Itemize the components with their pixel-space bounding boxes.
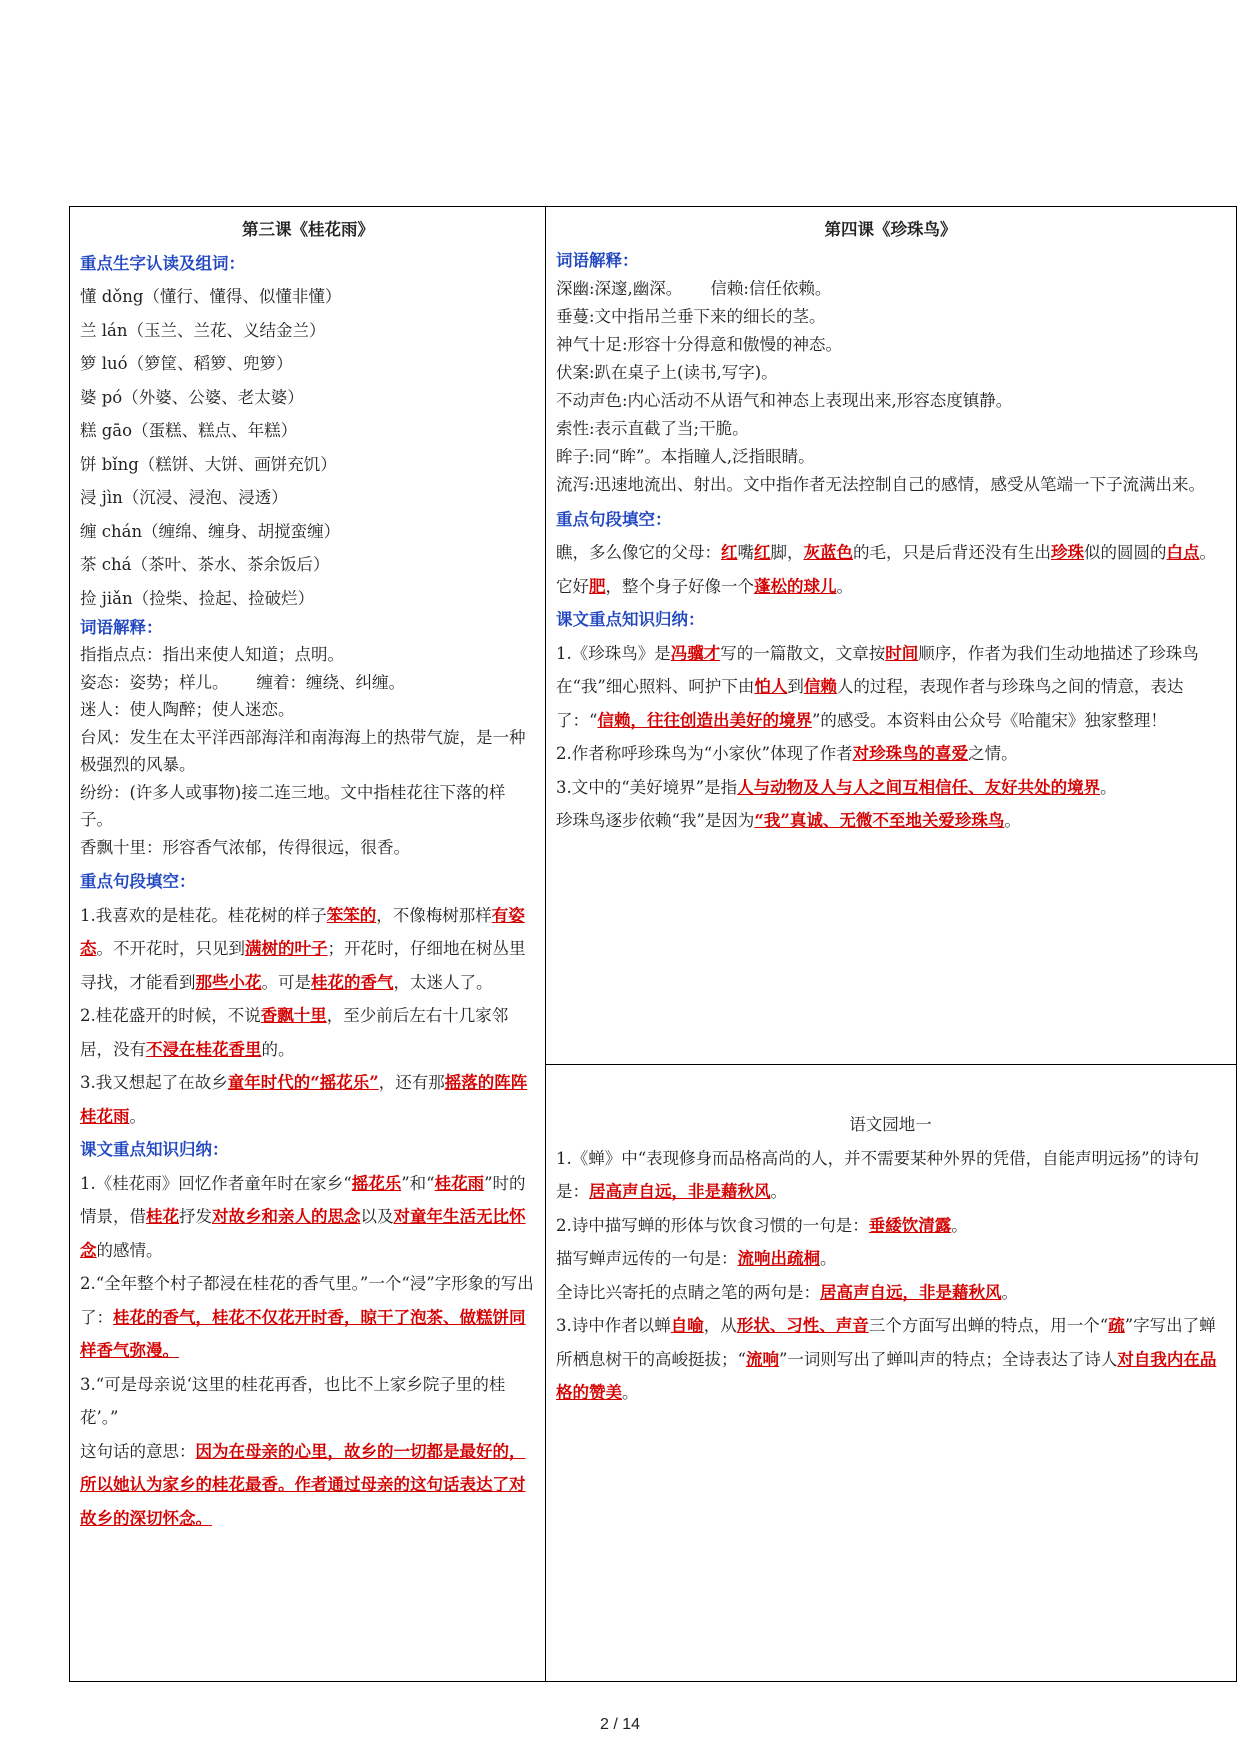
chinese-garden-title: 语文园地一 [849, 1115, 932, 1134]
char-item: 浸 jìn（沉浸、浸泡、浸透） [80, 488, 288, 507]
fill-item: 2.桂花盛开的时候，不说香飘十里，至少前后左右十几家邻居，没有不浸在桂花香里的。 [80, 1006, 509, 1059]
char-item: 懂 dǒng（懂行、懂得、似懂非懂） [80, 287, 342, 306]
word-item: 迷人：使人陶醉；使人迷恋。 [80, 700, 295, 719]
word-item: 索性:表示直截了当;干脆。 [556, 418, 749, 438]
word-item: 香飘十里：形容香气浓郁，传得很远，很香。 [80, 837, 410, 857]
lesson-3-title: 第三课《桂花雨》 [242, 220, 374, 239]
section-heading: 课文重点知识归纳： [80, 1140, 229, 1159]
word-item: 不动声色:内心活动不从语气和神态上表现出来,形容态度镇静。 [556, 390, 1013, 410]
garden-item: 1.《蝉》中“表现修身而品格高尚的人，并不需要某种外界的凭借，自能声明远扬”的诗句是：居高声自远，非是藉秋风。 [556, 1148, 1200, 1201]
section-heading: 重点句段填空： [80, 872, 196, 891]
char-item: 兰 lán（玉兰、兰花、义结金兰） [80, 320, 326, 340]
summary-item: 1.《珍珠鸟》是冯骥才写的一篇散文，文章按时间顺序，作者为我们生动地描述了珍珠鸟在“我”细心照料、呵护下由怕人到信赖人的过程，表现作者与珍珠鸟之间的情意，表达了：“信赖，往往创造出美好的境界”的感受。本资料由公众号《哈龍宋》独家整理！ [556, 643, 1199, 730]
summary-item: 珍珠鸟逐步依赖“我”是因为“我”真诚、无微不至地关爱珍珠鸟。 [556, 811, 1021, 830]
summary-item: 3.文中的“美好境界”是指人与动物及人与人之间互相信任、友好共处的境界。 [556, 777, 1117, 797]
garden-item: 全诗比兴寄托的点睛之笔的两句是：居高声自远，非是藉秋风。 [556, 1282, 1018, 1302]
garden-item: 描写蝉声远传的一句是：流响出疏桐。 [556, 1249, 837, 1268]
word-item: 眸子:同“眸”。本指瞳人,泛指眼睛。 [556, 446, 815, 466]
summary-item: 这句话的意思：因为在母亲的心里，故乡的一切都是最好的，所以她认为家乡的桂花最香。作者通过母亲的这句话表达了对故乡的深切怀念。 [80, 1441, 526, 1528]
word-item: 纷纷：(许多人或事物)接二连三地。文中指桂花往下落的样子。 [80, 782, 506, 829]
fill-item: 瞧，多么像它的父母：红嘴红脚，灰蓝色的毛，只是后背还没有生出珍珠似的圆圆的白点。它好肥，整个身子好像一个蓬松的球儿。 [556, 543, 1216, 596]
section-heading: 课文重点知识归纳： [556, 610, 705, 629]
lesson-4-title: 第四课《珍珠鸟》 [824, 220, 957, 239]
word-item: 姿态：姿势；样儿。 缠着：缠绕、纠缠。 [80, 672, 405, 692]
word-item: 指指点点：指出来使人知道；点明。 [80, 645, 344, 664]
char-item: 饼 bǐng（糕饼、大饼、画饼充饥） [80, 454, 337, 474]
summary-item: 3.“可是母亲说‘这里的桂花再香，也比不上家乡院子里的桂花’。” [80, 1374, 506, 1427]
word-item: 神气十足:形容十分得意和傲慢的神态。 [556, 334, 843, 354]
word-item: 流泻:迅速地流出、射出。文中指作者无法控制自己的感情，感受从笔端一下子流满出来。 [556, 474, 1206, 494]
page-number: 2 / 14 [599, 1716, 641, 1733]
right-bottom-cell [556, 1108, 1225, 1410]
table-right-border [1236, 206, 1237, 1682]
section-heading: 词语解释： [80, 618, 163, 637]
char-item: 糕 gāo（蛋糕、糕点、年糕） [80, 421, 298, 440]
summary-item: 2.作者称呼珍珠鸟为“小家伙”体现了作者对珍珠鸟的喜爱之情。 [556, 744, 1018, 763]
word-item: 深幽:深邃,幽深。 信赖:信任依赖。 [556, 278, 832, 298]
word-item: 台风：发生在太平洋西部海洋和南海海上的热带气旋，是一种极强烈的风暴。 [80, 727, 526, 774]
table-middle-border [545, 206, 546, 1682]
fill-item: 3.我又想起了在故乡童年时代的“摇花乐”，还有那摇落的阵阵桂花雨。 [80, 1073, 528, 1126]
word-explanations [80, 641, 536, 861]
summary-item: 2.“全年整个村子都浸在桂花的香气里。”一个“浸”字形象的写出了：桂花的香气，桂花不仅花开时香，晾干了泡茶、做糕饼同样香气弥漫。 [80, 1274, 534, 1360]
word-explanations [556, 275, 1225, 499]
word-item: 伏案:趴在桌子上(读书,写字)。 [556, 362, 778, 382]
section-heading: 重点句段填空： [556, 509, 672, 529]
right-top-cell [556, 213, 1225, 838]
garden-item: 3.诗中作者以蝉自喻，从形状、习性、声音三个方面写出蝉的特点，用一个“疏”字写出了蝉所栖息树干的高峻挺拔；“流响”一词则写出了蝉叫声的特点；全诗表达了诗人对自我内在品格的赞美。 [556, 1316, 1217, 1402]
word-item: 垂蔓:文中指吊兰垂下来的细长的茎。 [556, 306, 826, 326]
summary-item: 1.《桂花雨》回忆作者童年时在家乡“摇花乐”和“桂花雨”时的情景，借桂花抒发对故乡和亲人的思念以及对童年生活无比怀念的感情。 [80, 1173, 526, 1260]
char-item: 捡 jiǎn（捡柴、捡起、捡破烂） [80, 588, 315, 608]
section-heading: 词语解释： [556, 250, 639, 270]
garden-item: 2.诗中描写蝉的形体与饮食习惯的一句是：垂緌饮清露。 [556, 1215, 968, 1235]
right-column-divider [545, 1064, 1236, 1065]
fill-item: 1.我喜欢的是桂花。桂花树的样子笨笨的，不像梅树那样有姿态。不开花时，只见到满树的叶子；开花时，仔细地在树丛里寻找，才能看到那些小花。可是桂花的香气，太迷人了。 [80, 905, 526, 992]
char-item: 茶 chá（茶叶、茶水、茶余饭后） [80, 555, 330, 574]
section-heading: 重点生字认读及组词： [80, 253, 245, 273]
left-cell [80, 213, 536, 1535]
char-item: 箩 luó（箩筐、稻箩、兜箩） [80, 354, 293, 373]
char-item: 婆 pó（外婆、公婆、老太婆） [80, 387, 304, 407]
char-item: 缠 chán（缠绵、缠身、胡搅蛮缠） [80, 521, 341, 541]
table-left-border [69, 206, 70, 1682]
